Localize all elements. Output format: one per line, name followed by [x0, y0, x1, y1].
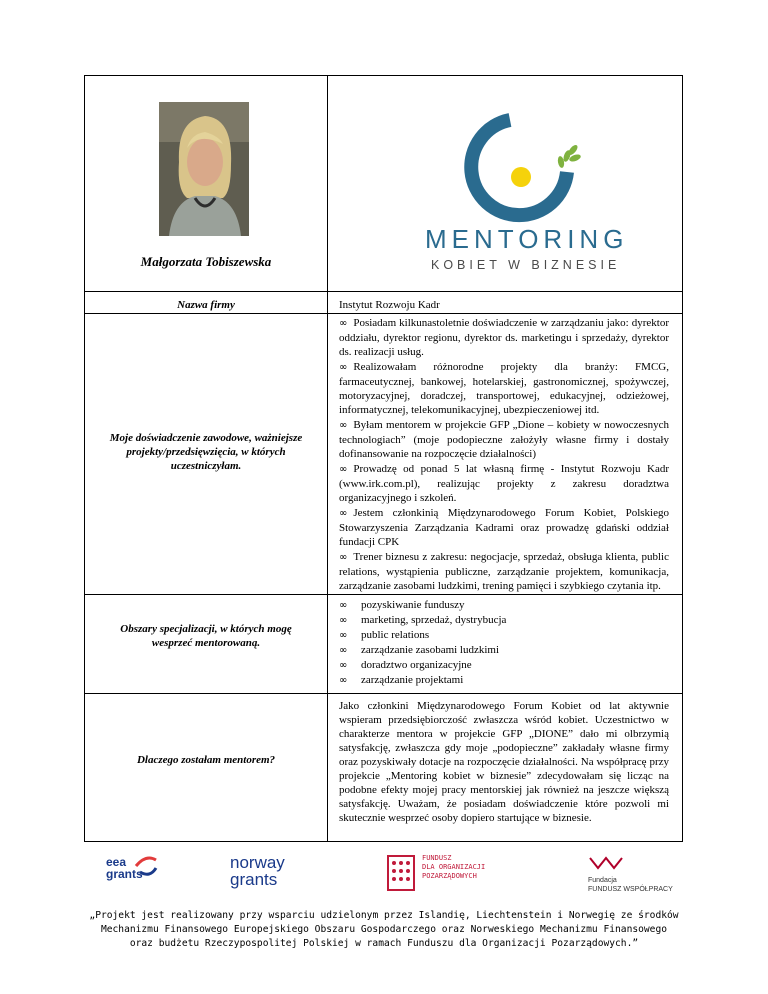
logo-title: MENTORING — [425, 224, 629, 254]
mentor-profile-table — [84, 75, 683, 842]
specialization-item: ∞ zarządzanie projektami — [339, 674, 464, 686]
experience-item: ∞ Posiadam kilkunastoletnie doświadczenie w zarządzaniu jako: dyrektor oddziału, dyrektor regionu, dyrektor ds. marketingu i sprzedaży, dyrektor ds. realizacji usług. — [339, 317, 669, 358]
specializations-label: Obszary specjalizacji, w których mogę wesprzeć mentorowaną. — [120, 623, 292, 649]
specialization-item: ∞ pozyskiwanie funduszy — [339, 599, 465, 611]
specialization-item: ∞ zarządzanie zasobami ludzkimi — [339, 644, 500, 656]
company-value: Instytut Rozwoju Kadr — [339, 299, 440, 311]
specializations-list — [339, 598, 669, 688]
norway-grants-logo: norway grants — [230, 853, 285, 889]
experience-item: ∞ Prowadzę od ponad 5 lat własną firmę - Instytut Rozwoju Kadr (www.irk.com.pl), realizując projekty z zakresu doradztwa organizacyjnego i szkoleń. — [339, 463, 669, 504]
fundacja-icon — [588, 854, 624, 874]
logo-subtitle: KOBIET W BIZNESIE — [431, 258, 621, 272]
specialization-item: ∞ marketing, sprzedaż, dystrybucja — [339, 614, 507, 626]
why-text: Jako członkini Międzynarodowego Forum Kobiet od lat aktywnie wspieram przedsiębiorczość zwłaszcza wśród kobiet. Uczestnictwo w charakterze mentora w projekcie GFP „DIONE” dało mi olbrzymią satysfakcję, zwłaszcza gdy moje „podopieczne” zakładały własne firmy oraz pozyskiwały dotacje na rozpoczęcie działalności. Na współpracę przy projekcie „Mentoring kobiet w biznesie” zdecydowałam się licząc na podobne efekty mojej pracy mentorskiej jak również na jeszcze większą satysfakcję. Uważam, że posiadam doświadczenie które pozwoli mi skutecznie wesprzeć osoby dopiero startujące w biznesie. — [339, 700, 669, 824]
mentor-name: Małgorzata Tobiszewska — [140, 254, 272, 269]
specialization-item: ∞ doradztwo organizacyjne — [339, 659, 472, 671]
sun-icon — [511, 167, 531, 187]
specialization-item: ∞ public relations — [339, 629, 430, 641]
why-label: Dlaczego zostałam mentorem? — [136, 754, 276, 766]
funding-statement: „Projekt jest realizowany przy wsparciu udzielonym przez Islandię, Liechtenstein i Norwegię ze środków Mechanizmu Finansowego Europejskiego Obszaru Gospodarczego oraz Norweskiego Mechanizmu Finansowego oraz budżetu Rzeczypospolitej Polskiej w ramach Funduszu dla Organizacji Pozarządowych.” — [89, 910, 679, 949]
experience-label: Moje doświadczenie zawodowe, ważniejsze projekty/przedsięwzięcia, w których uczestniczyłam. — [109, 432, 303, 472]
sponsor-logos: eea grants norway grants FUNDUSZ DLA ORGANIZACJI POZARZĄDOWYCH Fundacja FUNDUSZ WSPÓŁPRACY — [106, 853, 673, 893]
mentor-photo — [159, 102, 249, 236]
leaf-icon — [557, 143, 582, 168]
fundusz-icon — [384, 854, 418, 894]
experience-item: ∞ Trener biznesu z zakresu: negocjacje, sprzedaż, obsługa klienta, public relations, wystąpienia publiczne, zarządzanie projektem, komunikacja, zarządzanie zasobami ludzkimi, trening pamięci i szybkiego czytania itp. — [339, 551, 669, 592]
experience-list — [339, 316, 669, 594]
company-label: Nazwa firmy — [177, 299, 235, 311]
experience-item: ∞ Jestem członkinią Międzynarodowego Forum Kobiet, Polskiego Stowarzyszenia Zarządzania Kadrami oraz prowadzę gdański oddział fundacji CPK — [339, 507, 669, 548]
eea-icon — [134, 854, 158, 878]
mentoring-logo — [335, 96, 680, 286]
eea-grants-logo: eea grants — [106, 856, 143, 880]
experience-item: ∞ Realizowałam różnorodne projekty dla branży: FMCG, farmaceutycznej, bankowej, hotelarskiej, gastronomicznej, spożywczej, motoryzacyjnej, doradczej, transportowej, edukacyjnej, odzieżowej, informatycznej, telekomunikacyjnej, ubezpieczeniowej itd. — [339, 361, 669, 416]
experience-item: ∞ Byłam mentorem w projekcie GFP „Dione – kobiety w nowoczesnych technologiach” (moje podopieczne założyły własne firmy i dostały dofinansowanie na rozpoczęcie działalności) — [339, 419, 669, 460]
